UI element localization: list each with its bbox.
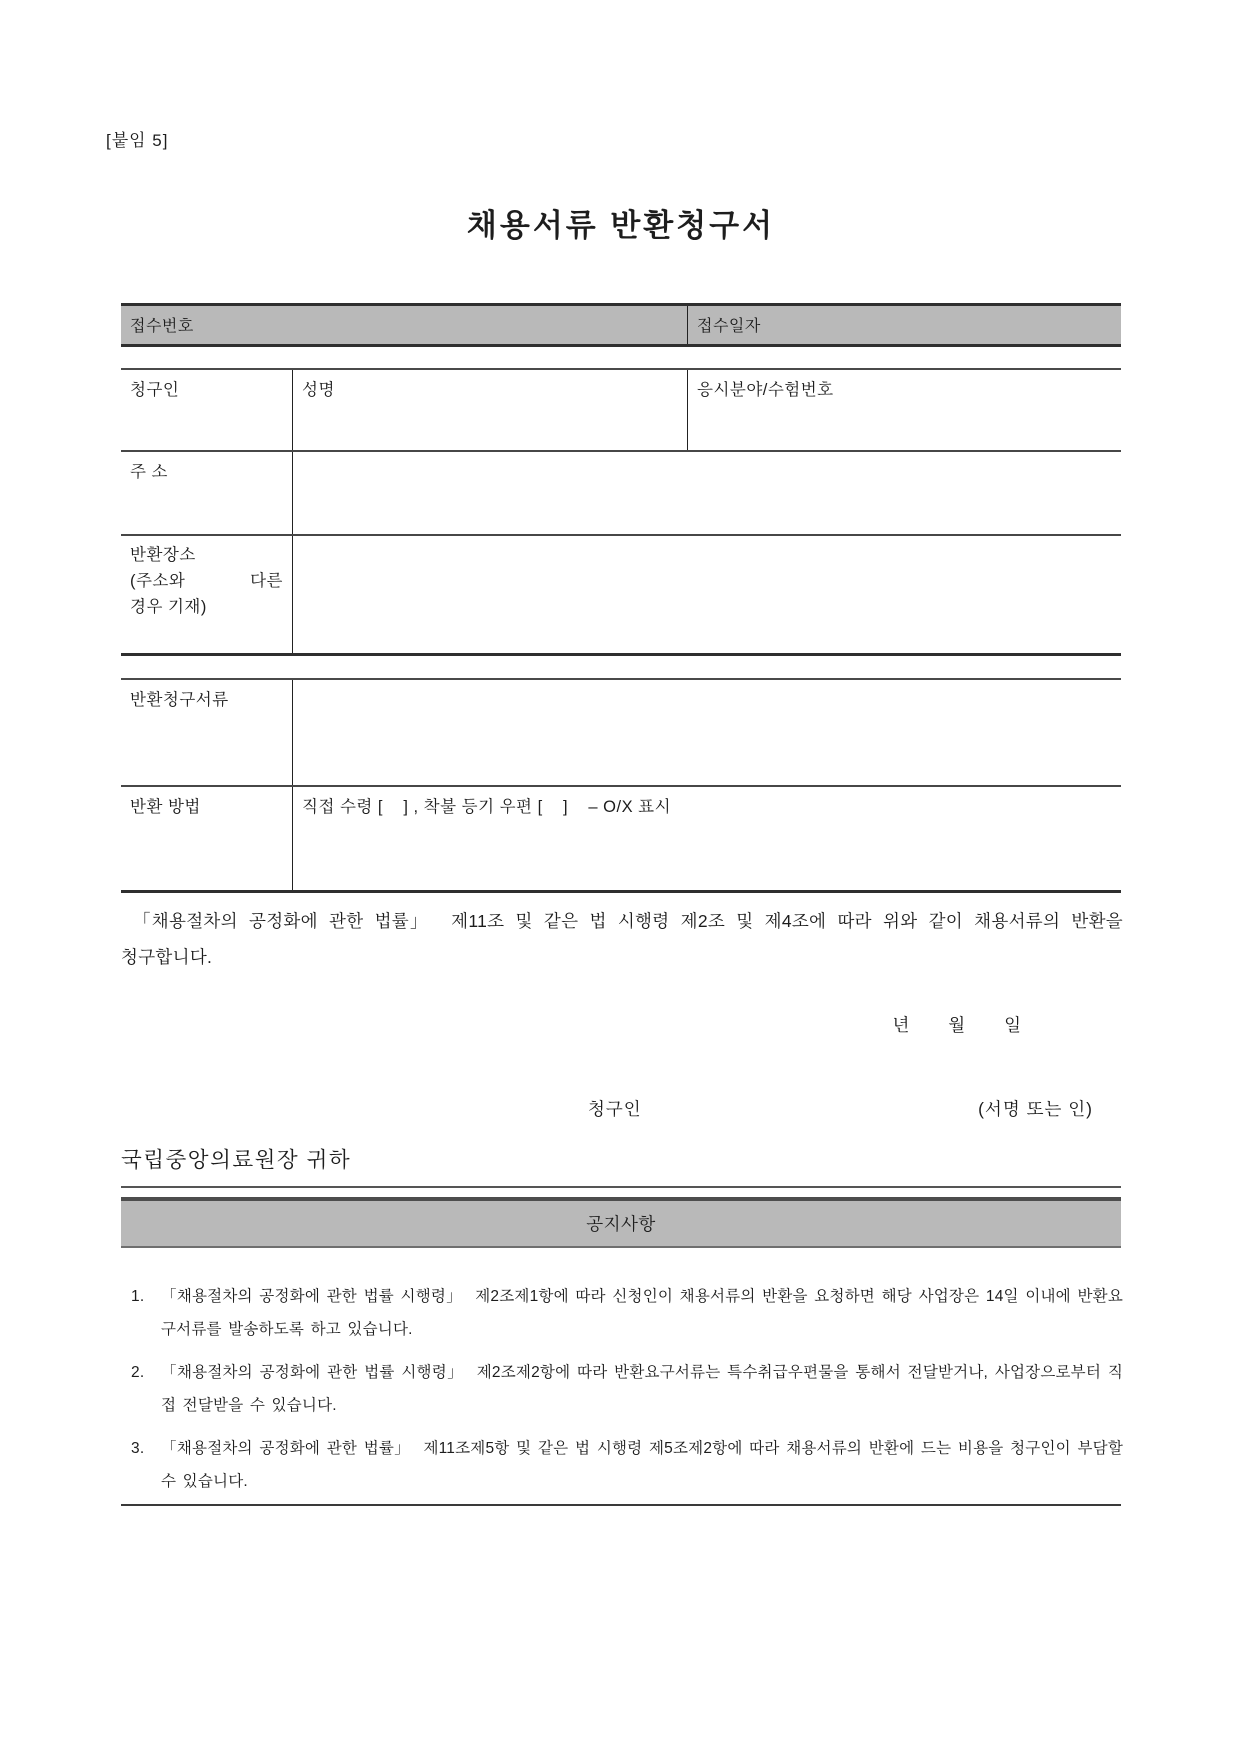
bottom-rule bbox=[121, 1504, 1121, 1506]
notice-item-1-text: 「채용절차의 공정화에 관한 법률 시행령」 제2조제1항에 따라 신청인이 채용서류의 반환을 요청하면 해당 사업장은 14일 이내에 반환요구서류를 발송하도록 하고 있습니다. bbox=[161, 1288, 1123, 1338]
receipt-date-label: 접수일자 bbox=[697, 318, 761, 335]
notice-item-1 bbox=[121, 1280, 1123, 1346]
table-row bbox=[121, 680, 1121, 785]
divider-line bbox=[121, 1186, 1121, 1188]
notice-list bbox=[121, 1280, 1123, 1508]
field-exam-no-cell: 응시분야/수험번호 bbox=[697, 381, 834, 399]
table-row bbox=[121, 785, 1121, 890]
return-place-label-line3: 경우 기재) bbox=[130, 598, 207, 616]
return-documents-label: 반환청구서류 bbox=[121, 680, 293, 785]
notice-header-bar bbox=[121, 1197, 1121, 1248]
attachment-label: [붙임 5] bbox=[106, 131, 169, 150]
notice-item-3-text: 「채용절차의 공정화에 관한 법률」 제11조제5항 및 같은 법 시행령 제5조제2항에 따라 채용서류의 반환에 드는 비용을 청구인이 부담할 수 있습니다. bbox=[161, 1440, 1123, 1490]
return-method-options: 직접 수령 [ ] , 착불 등기 우편 [ ] – O/X 표시 bbox=[302, 798, 672, 816]
return-place-label bbox=[121, 536, 293, 653]
notice-title: 공지사항 bbox=[586, 1214, 656, 1234]
notice-item-2 bbox=[121, 1356, 1123, 1422]
date-line: 년 월 일 bbox=[892, 1015, 1021, 1035]
signer-label: 청구인 bbox=[588, 1099, 642, 1119]
signer-row bbox=[121, 1096, 1121, 1120]
receipt-number-label: 접수번호 bbox=[121, 306, 688, 344]
address-value-cell bbox=[293, 452, 1121, 534]
declaration-text: 「채용절차의 공정화에 관한 법률」 제11조 및 같은 법 시행령 제2조 및 제4조에 따라 위와 같이 채용서류의 반환을 청구합니다. bbox=[121, 911, 1123, 967]
applicant-table bbox=[121, 368, 1121, 656]
table-row bbox=[121, 370, 1121, 450]
request-table bbox=[121, 678, 1121, 893]
signature-note: (서명 또는 인) bbox=[978, 1099, 1093, 1119]
notice-item-3 bbox=[121, 1432, 1123, 1498]
notice-item-3-number: 3. bbox=[131, 1440, 145, 1457]
addressee: 국립중앙의료원장 귀하 bbox=[121, 1148, 352, 1172]
return-documents-value-cell bbox=[293, 680, 1121, 785]
table-row bbox=[121, 450, 1121, 534]
receipt-table bbox=[121, 303, 1121, 347]
notice-item-2-text: 「채용절차의 공정화에 관한 법률 시행령」 제2조제2항에 따라 반환요구서류는 특수취급우편물을 통해서 전달받거나, 사업장으로부터 직접 전달받을 수 있습니다. bbox=[161, 1364, 1123, 1414]
notice-item-2-number: 2. bbox=[131, 1364, 145, 1381]
document-title: 채용서류 반환청구서 bbox=[466, 208, 776, 243]
address-label: 주 소 bbox=[121, 452, 293, 534]
notice-item-1-number: 1. bbox=[131, 1288, 145, 1305]
name-label-cell: 성명 bbox=[293, 370, 688, 450]
table-row bbox=[121, 534, 1121, 653]
return-place-label-line1: 반환장소 bbox=[130, 546, 196, 564]
return-place-label-line2: (주소와 다른 bbox=[130, 572, 283, 590]
claimant-label: 청구인 bbox=[121, 370, 293, 450]
return-method-label: 반환 방법 bbox=[121, 787, 293, 890]
return-place-value-cell bbox=[293, 536, 1121, 653]
